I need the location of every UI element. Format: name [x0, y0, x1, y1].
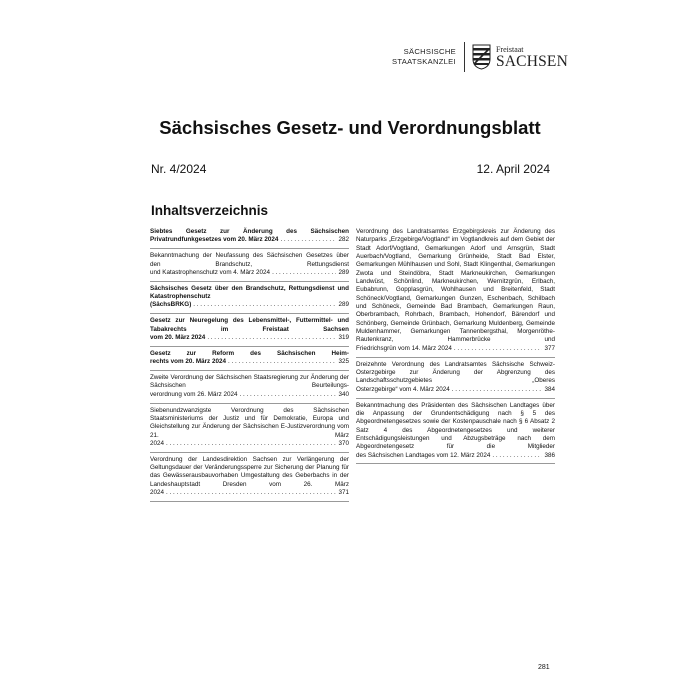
toc-column-right — [356, 225, 555, 464]
toc-entry-title-end: des Sächsischen Landtages vom 12. März 2024 — [356, 451, 491, 459]
toc-entry-leader-line — [150, 489, 349, 497]
toc-entry[interactable] — [150, 371, 349, 404]
toc-entry-title-end: Privatrundfunkgesetzes vom 20. März 2024 — [150, 236, 279, 244]
toc-entry-title-end: und Katastrophenschutz vom 4. März 2024 — [150, 268, 271, 276]
document-title: Sächsisches Gesetz- und Verordnungsblatt — [159, 117, 541, 138]
sachsen-label: SACHSEN — [495, 52, 568, 70]
toc-entry-title-end: (SächsBRKG) — [150, 301, 192, 309]
toc-page-number: 340 — [338, 390, 349, 398]
toc-dot-leader — [240, 391, 337, 399]
toc-column-left — [150, 225, 349, 502]
toc-entry-leader-line — [150, 358, 349, 366]
toc-page-number: 370 — [338, 439, 349, 447]
toc-entry-title: Gesetz zur Reform des Sächsischen Heim- — [150, 349, 349, 357]
toc-dot-leader — [454, 345, 543, 353]
kanzlei-line-1: SÄCHSISCHE — [403, 47, 456, 56]
toc-heading: Inhaltsverzeichnis — [151, 203, 269, 218]
toc-page-number: 289 — [338, 268, 349, 276]
toc-dot-leader — [452, 386, 543, 394]
toc-entry-title-end: verordnung vom 26. März 2024 — [150, 390, 238, 398]
toc-page-number: 319 — [338, 333, 349, 341]
toc-entry-title: Sächsisches Gesetz über den Brandschutz, Rettungsdienst und Katastrophenschutz — [150, 284, 349, 301]
toc-entry-leader-line — [150, 334, 349, 342]
issue-number: Nr. 4/2024 — [151, 162, 207, 176]
toc-entry-title: Dreizehnte Verordnung des Landratsamtes Sächsische Schweiz-Osterzgebirge zur Änderung der Abgrenzung des Landschaftsschutzgebietes „Oberes — [356, 360, 555, 385]
toc-entry[interactable] — [150, 282, 349, 315]
toc-entry-title: Zweite Verordnung der Sächsischen Staatsregierung zur Änderung der Sächsischen Beurteilungs- — [150, 373, 349, 390]
toc-dot-leader — [272, 269, 336, 277]
publisher-header — [392, 42, 568, 72]
toc-entry-leader-line — [356, 386, 555, 394]
toc-entry[interactable] — [150, 249, 349, 282]
toc-dot-leader — [166, 440, 336, 448]
toc-page-number: 282 — [338, 236, 349, 244]
toc-entry-title: Verordnung der Landesdirektion Sachsen zur Verlängerung der Geltungsdauer der Veränderungssperre zur Sicherung der Planung für das Gewässerausbauvorhaben Umgestaltung des Geberbachs in der Landeshauptstadt Dresden vom 26. März — [150, 455, 349, 488]
toc-entry-title-end: Friedrichsgrün vom 14. März 2024 — [356, 344, 452, 352]
toc-entry-leader-line — [150, 440, 349, 448]
toc-entry-title-end: Osterzgebirge“ vom 4. März 2024 — [356, 385, 450, 393]
toc-entry-leader-line — [150, 269, 349, 277]
issue-date: 12. April 2024 — [476, 162, 550, 176]
toc-entry-title: Gesetz zur Neuregelung des Lebensmittel-, Futtermittel- und Tabakrechts im Freistaat Sachsen — [150, 317, 349, 333]
toc-entry-leader-line — [150, 391, 349, 399]
toc-dot-leader — [193, 301, 336, 309]
toc-dot-leader — [492, 452, 542, 460]
toc-entry-title: Verordnung des Landratsamtes Erzgebirgskreis zur Änderung des Naturparks „Erzgebirge/Vogtland“ im Vogtlandkreis auf dem Gebiet der Stadt Adorf/Vogtland, Gemarkungen Adorf und Arnsgrün, Stadt Auerbach/Vogtland, Gemarkung Grünheide, Stadt Bad Elster, Gemarkungen Mühlhausen und Sohl, Stadt Klingenthal, Gemarkungen Zwota und Steindöbra, Stadt Markneukirchen, Gemarkungen Landwüst, Schönlind, Markneukirchen, Wernitzgrün, Erlbach, Eubabrunn, Gopplasgrün, Wohlhausen und Breitenfeld, Stadt Schöneck/Vogtland, Gemarkungen Gunzen, Eschenbach, Schilbach und Schöneck, Gemeinde Bad Brambach, Gemarkungen Raun, Oberbrambach, Rohrbach, Brambach, Hohendorf, Bärendorf und Schönberg, Gemeinde Grünbach, Gemarkung Muldenberg, Gemeinde Muldenhammer, Gemarkungen Tannenbergsthal, Morgenröthe-Rautenkranz, Hammerbrücke und — [356, 228, 555, 344]
toc-entry-title: Siebenundzwanzigste Verordnung des Sächsischen Staatsministeriums der Justiz und für Demokratie, Europa und Gleichstellung zur Änderung der Sächsischen E-Justizverordnung vom 21. März — [150, 406, 349, 439]
toc-page-number: 377 — [544, 344, 555, 352]
toc-entry[interactable] — [150, 347, 349, 371]
toc-entry-leader-line — [150, 236, 349, 244]
toc-page-number: 384 — [544, 385, 555, 393]
toc-entry-title-end: vom 20. März 2024 — [150, 333, 206, 341]
toc-entry[interactable] — [150, 453, 349, 502]
toc-entry-title: Siebtes Gesetz zur Änderung des Sächsischen — [150, 228, 349, 235]
page-number: 281 — [538, 664, 550, 671]
toc-page-number: 289 — [338, 301, 349, 309]
toc-entry-title-end: 2024 — [150, 439, 165, 447]
staatskanzlei-logo-text — [392, 47, 456, 67]
toc-entry-title-end: 2024 — [150, 489, 165, 497]
header-divider — [464, 42, 465, 72]
toc-entry[interactable] — [150, 404, 349, 453]
toc-dot-leader — [228, 358, 337, 366]
toc-dot-leader — [166, 489, 336, 497]
toc-entry[interactable] — [356, 399, 555, 465]
toc-entry-leader-line — [150, 301, 349, 309]
toc-entry-title: Bekanntmachung des Präsidenten des Sächsischen Landtages über die Anpassung der Grundentschädigung nach § 5 des Abgeordnetengesetzes sowie der Kostenpauschale nach § 6 Absatz 2 Satz 4 des Abgeordnetengesetzes und weiterer Entschädigungsleistungen und Abzugsbeträge nach dem Abgeordnetengesetz für die Mitglieder — [356, 401, 555, 451]
toc-entry-leader-line — [356, 452, 555, 460]
toc-entry[interactable] — [356, 225, 555, 358]
toc-entry-title: Bekanntmachung der Neufassung des Sächsischen Gesetzes über den Brandschutz, Rettungsdienst — [150, 252, 349, 268]
toc-dot-leader — [280, 236, 336, 244]
toc-page-number: 386 — [544, 451, 555, 459]
toc-entry[interactable] — [150, 225, 349, 249]
toc-page-number: 371 — [338, 489, 349, 497]
toc-entry-title-end: rechts vom 20. März 2024 — [150, 358, 226, 366]
kanzlei-line-2: STAATSKANZLEI — [392, 57, 456, 66]
toc-entry[interactable] — [150, 314, 349, 347]
freistaat-sachsen-logo — [496, 45, 568, 70]
saxony-coat-of-arms-icon — [472, 44, 491, 70]
toc-entry-leader-line — [356, 345, 555, 353]
toc-entry[interactable] — [356, 358, 555, 399]
freistaat-label: Freistaat — [495, 44, 524, 54]
toc-dot-leader — [207, 334, 336, 342]
toc-page-number: 325 — [338, 358, 349, 366]
